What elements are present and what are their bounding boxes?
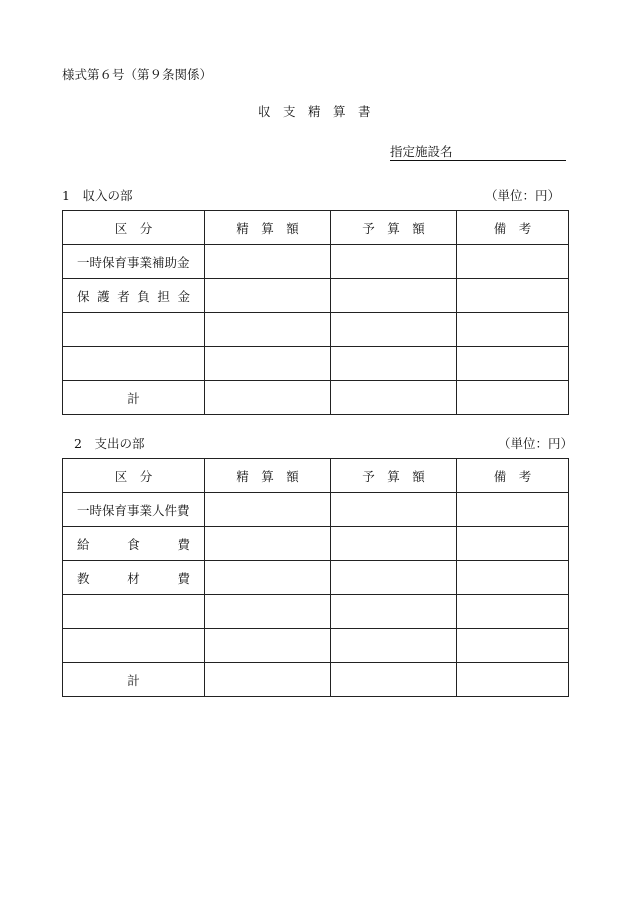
remarks-cell (457, 663, 569, 697)
table-row (63, 561, 569, 595)
expense-table (62, 458, 569, 697)
facility-name-field (390, 144, 566, 161)
budget-amount-cell (331, 629, 457, 663)
budget-amount-cell (331, 347, 457, 381)
settled-amount-cell (205, 561, 331, 595)
row-label (63, 595, 205, 629)
document-title: 収支精算書 (258, 104, 384, 119)
row-label-text: 給 食 費 (77, 536, 190, 552)
table-row (63, 527, 569, 561)
form-label: 様式第６号（第９条関係） (62, 67, 213, 82)
row-label (63, 245, 205, 279)
column-header: 区 分 (63, 211, 205, 245)
remarks-cell (457, 279, 569, 313)
row-label-text: 保 護 者 負 担 金 (77, 288, 190, 304)
row-label (63, 493, 205, 527)
budget-amount-cell (331, 527, 457, 561)
settled-amount-cell (205, 245, 331, 279)
settled-amount-cell (205, 663, 331, 697)
table-row (63, 313, 569, 347)
budget-amount-cell (331, 279, 457, 313)
settled-amount-cell (205, 595, 331, 629)
table-row (63, 493, 569, 527)
expense-section-heading: 2 支出の部 (74, 436, 145, 451)
table-row (63, 279, 569, 313)
remarks-cell (457, 347, 569, 381)
settled-amount-cell (205, 527, 331, 561)
row-label (63, 527, 205, 561)
income-unit-label: （単位：円） (485, 188, 561, 203)
column-header: 精 算 額 (205, 211, 331, 245)
row-label (63, 347, 205, 381)
column-header: 区 分 (63, 459, 205, 493)
table-row (63, 347, 569, 381)
remarks-cell (457, 595, 569, 629)
settled-amount-cell (205, 347, 331, 381)
remarks-cell (457, 493, 569, 527)
row-label (63, 279, 205, 313)
budget-amount-cell (331, 381, 457, 415)
remarks-cell (457, 527, 569, 561)
remarks-cell (457, 313, 569, 347)
table-row (63, 629, 569, 663)
total-label: 計 (63, 663, 205, 697)
row-label (63, 561, 205, 595)
budget-amount-cell (331, 493, 457, 527)
income-table (62, 210, 569, 415)
settled-amount-cell (205, 493, 331, 527)
table-row (63, 245, 569, 279)
row-label (63, 313, 205, 347)
remarks-cell (457, 561, 569, 595)
remarks-cell (457, 381, 569, 415)
settled-amount-cell (205, 381, 331, 415)
column-header: 予 算 額 (331, 459, 457, 493)
income-section-heading: 1 収入の部 (62, 188, 133, 203)
budget-amount-cell (331, 245, 457, 279)
total-row (63, 663, 569, 697)
remarks-cell (457, 245, 569, 279)
facility-name-label: 指定施設名 (390, 144, 453, 159)
settled-amount-cell (205, 313, 331, 347)
budget-amount-cell (331, 663, 457, 697)
column-header: 備 考 (457, 459, 569, 493)
table-row (63, 595, 569, 629)
row-label (63, 629, 205, 663)
remarks-cell (457, 629, 569, 663)
expense-table-header-row (63, 459, 569, 493)
budget-amount-cell (331, 595, 457, 629)
column-header: 予 算 額 (331, 211, 457, 245)
budget-amount-cell (331, 561, 457, 595)
row-label-text: 一時保育事業補助金 (77, 254, 190, 270)
settled-amount-cell (205, 629, 331, 663)
settled-amount-cell (205, 279, 331, 313)
income-table-header-row (63, 211, 569, 245)
total-label: 計 (63, 381, 205, 415)
budget-amount-cell (331, 313, 457, 347)
column-header: 備 考 (457, 211, 569, 245)
column-header: 精 算 額 (205, 459, 331, 493)
row-label-text: 一時保育事業人件費 (77, 502, 190, 518)
row-label-text: 教 材 費 (77, 570, 190, 586)
expense-unit-label: （単位：円） (498, 436, 574, 451)
total-row (63, 381, 569, 415)
